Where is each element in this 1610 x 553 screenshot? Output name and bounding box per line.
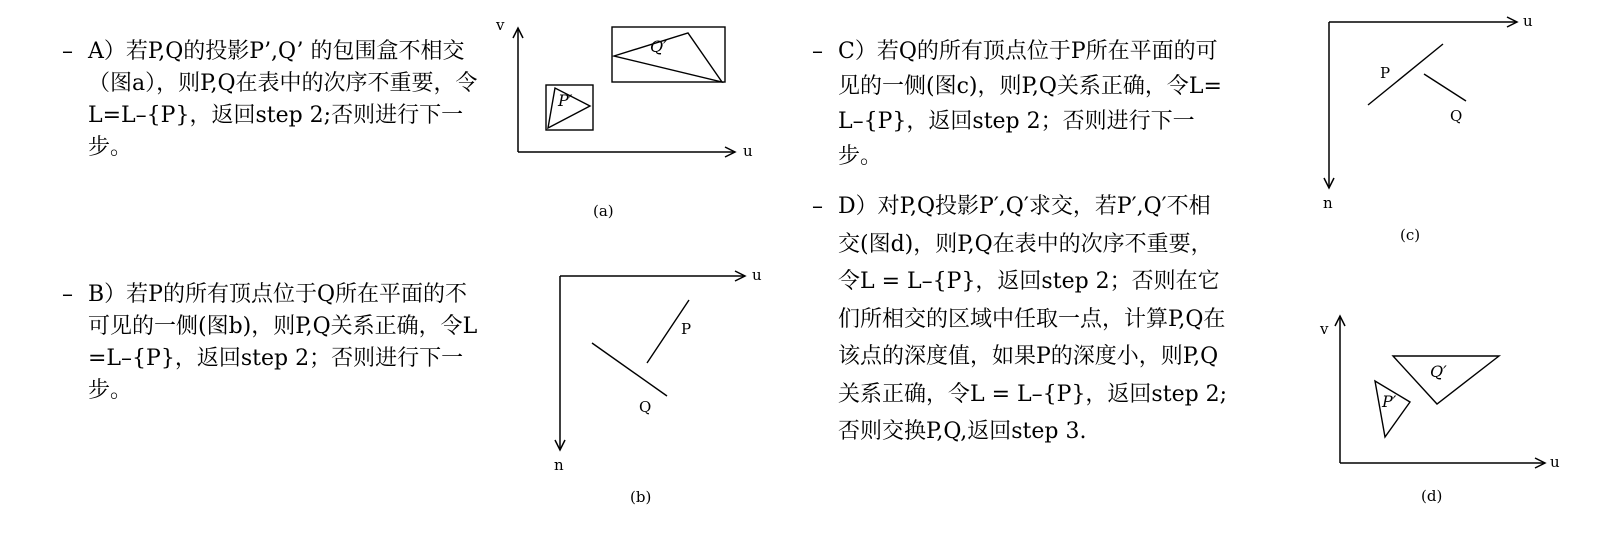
figure-d-p-label: P′: [1382, 392, 1397, 411]
figure-b-caption: (b): [630, 488, 652, 506]
figure-b-q-label: Q: [639, 398, 652, 416]
figure-d-x-axis-label: u: [1550, 453, 1560, 471]
figure-d-y-axis-label: v: [1320, 320, 1329, 338]
figure-c-p-label: P: [1380, 64, 1391, 82]
figure-c-x-axis-label: u: [1523, 12, 1533, 30]
figure-c-y-axis-label: n: [1323, 194, 1333, 212]
figure-c-q-label: Q: [1450, 107, 1463, 125]
figure-b-x-axis-label: u: [752, 266, 762, 284]
figure-a-y-axis-label: v: [496, 16, 505, 34]
figure-b-y-axis-label: n: [554, 456, 564, 474]
figure-a-p-label: P′: [558, 91, 573, 110]
bullet-dash: –: [812, 194, 823, 219]
figure-a-caption: (a): [593, 202, 614, 220]
figure-d-axes: [1335, 316, 1545, 468]
figure-d-q-label: Q′: [1430, 362, 1447, 381]
bullet-dash: –: [812, 39, 823, 64]
figure-c-caption: (c): [1400, 226, 1421, 244]
bullet-dash: –: [62, 39, 73, 64]
step-d-text: D）对P,Q投影P′,Q′求交，若P′,Q′不相交(图d)，则P,Q在表中的次序不重要，令L = L–{P}，返回step 2；否则在它们所相交的区域中任取一点，计算P,Q在该点的深度值，如果P的深度小，则P,Q关系正确，令L = L–{P}，返回step 2;否则交换P,Q,返回step 3.: [838, 194, 1228, 444]
figure-b-p-label: P: [681, 320, 692, 338]
step-b-text: B）若P的所有顶点位于Q所在平面的不可见的一侧(图b)，则P,Q关系正确，令L=L–{P}，返回step 2；否则进行下一步。: [88, 282, 478, 403]
step-c-text: C）若Q的所有顶点位于P所在平面的可见的一侧(图c)，则P,Q关系正确，令L=L–{P}，返回step 2；否则进行下一步。: [838, 39, 1222, 169]
bullet-dash: –: [62, 282, 73, 307]
figure-a-x-axis-label: u: [743, 142, 753, 160]
figure-d-caption: (d): [1421, 487, 1443, 505]
figure-a-q-label: Q′: [650, 37, 667, 56]
step-a-text: A）若P,Q的投影P’,Q’ 的包围盒不相交（图a），则P,Q在表中的次序不重要，令L=L–{P}，返回step 2;否则进行下一步。: [88, 39, 478, 160]
